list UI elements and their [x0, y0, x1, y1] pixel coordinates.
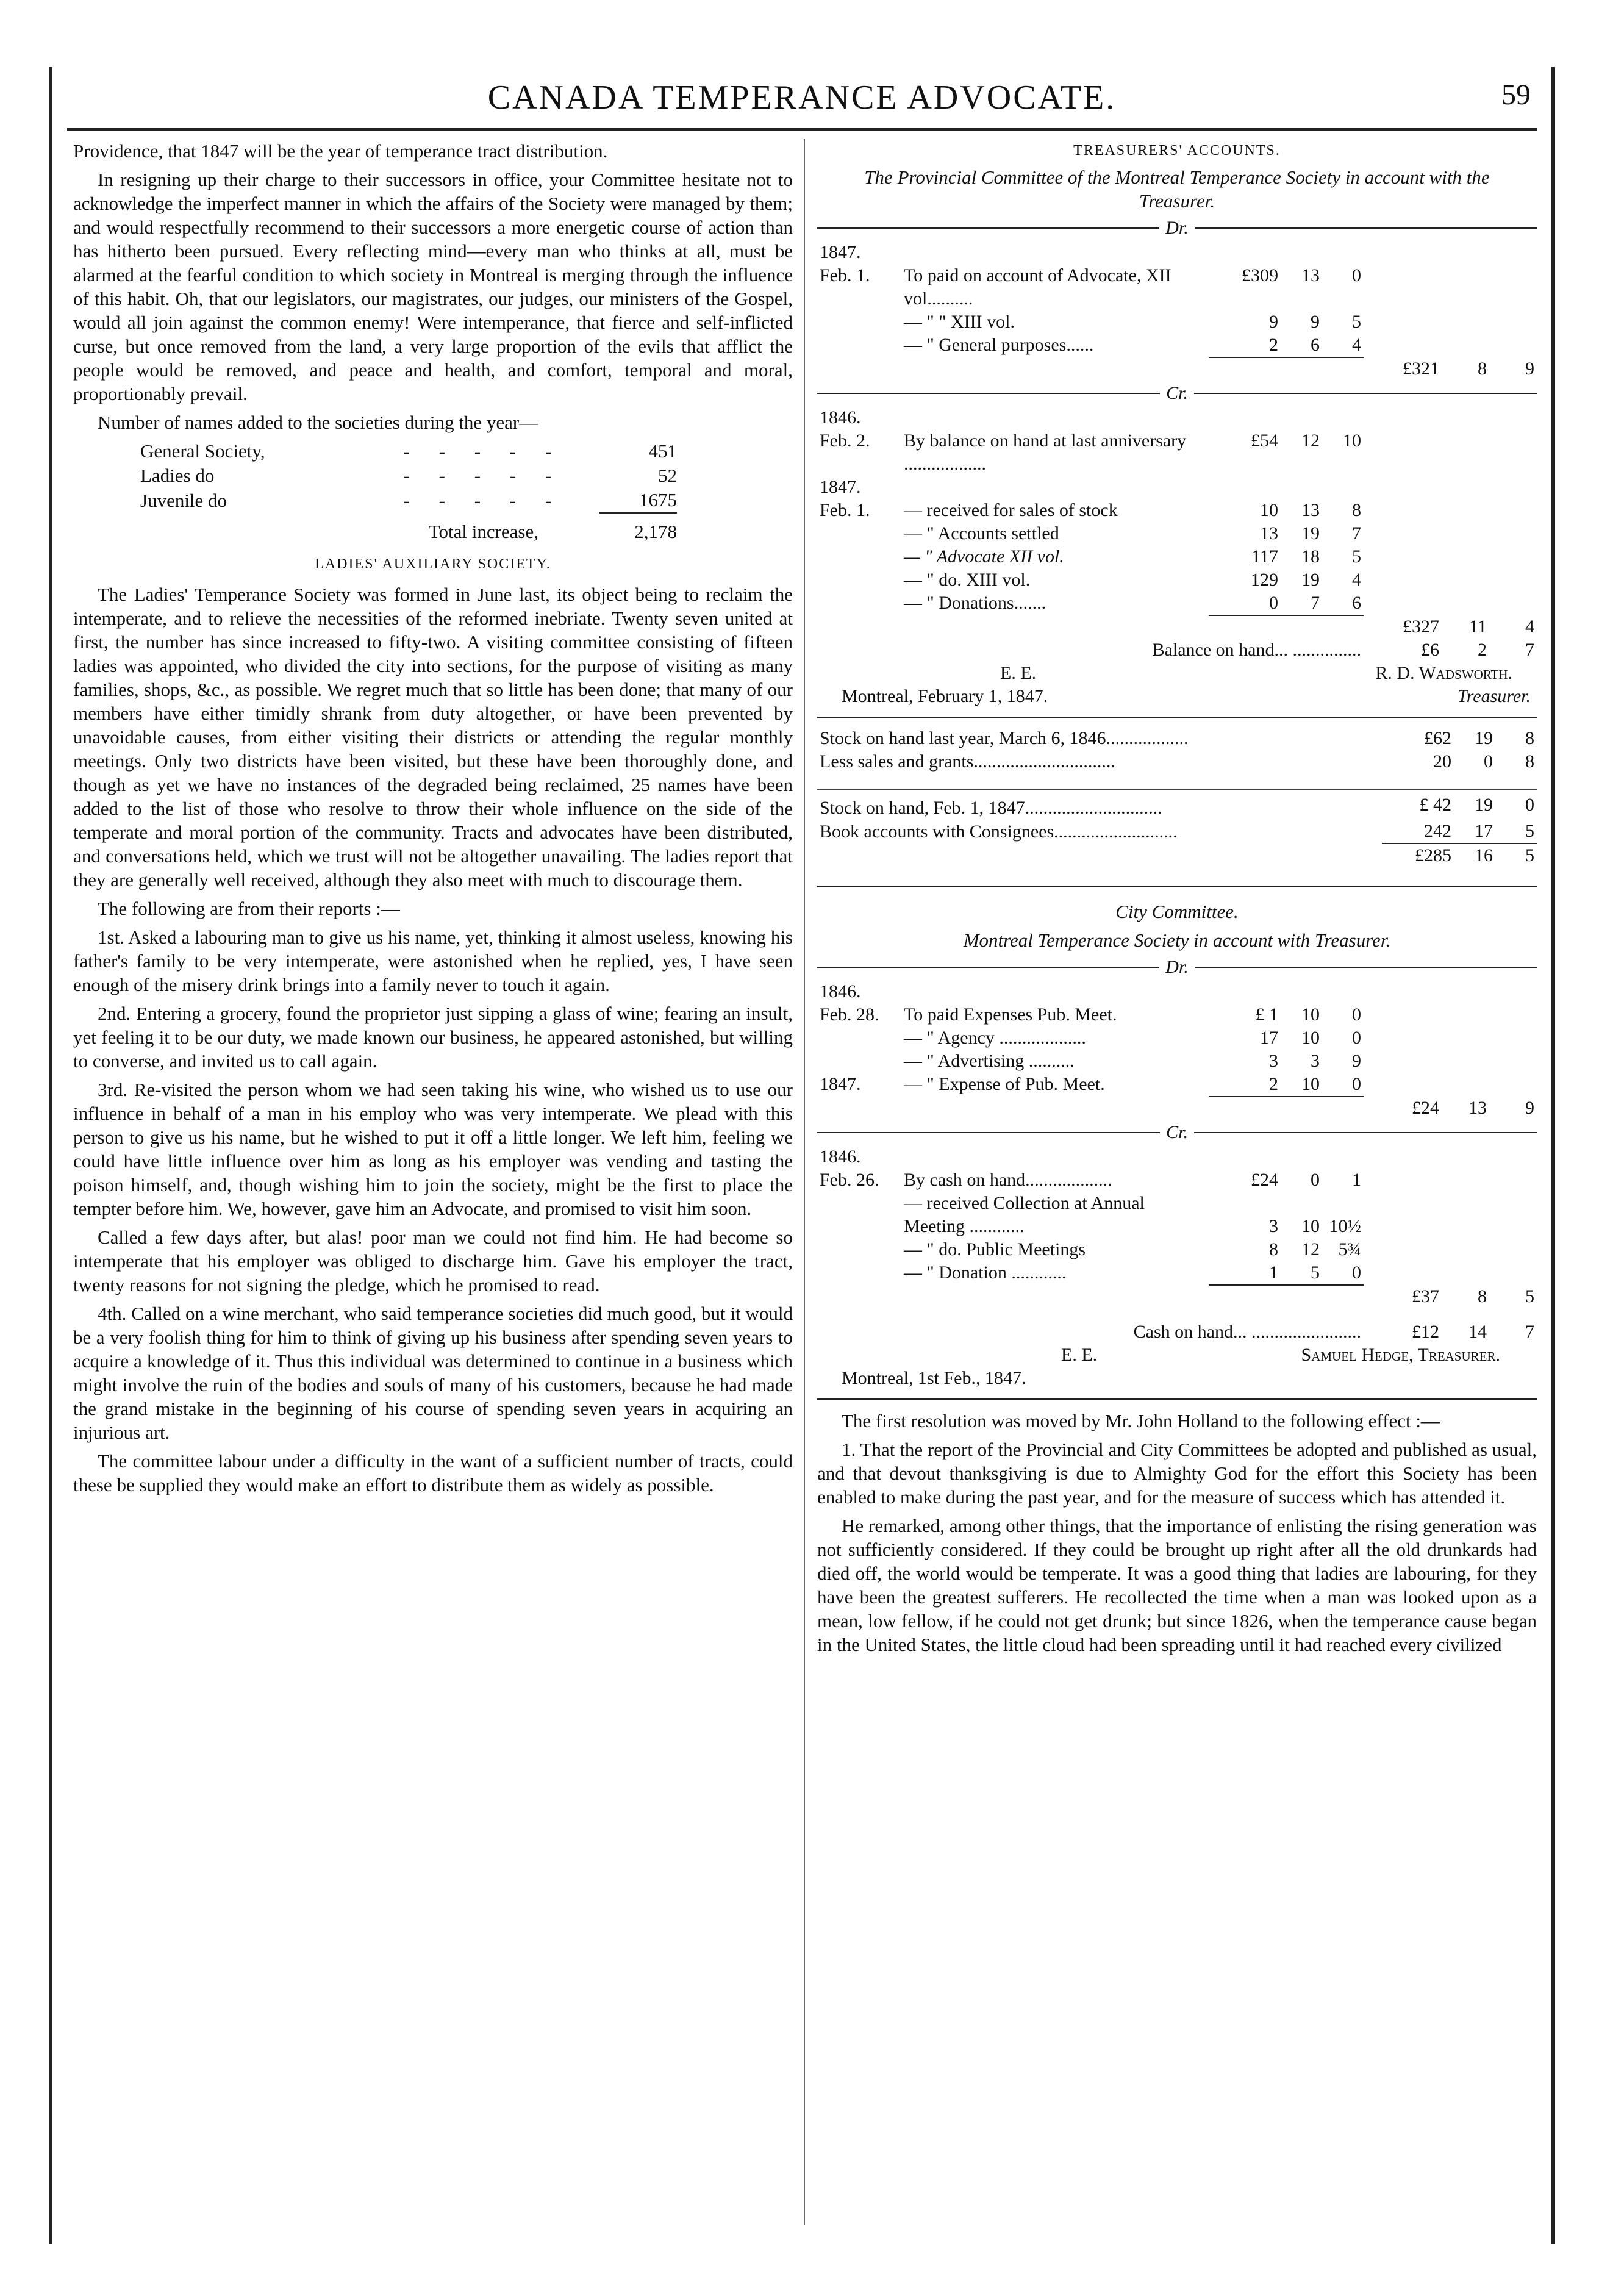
dr-heading: Dr.	[817, 957, 1537, 978]
table-row: Feb. 26. By cash on hand................... £24 0 1	[820, 1170, 1361, 1190]
stats-label: General Society,	[140, 440, 265, 462]
paragraph: 2nd. Entering a grocery, found the proprietor just sipping a glass of wine; fearing an insult, yet feeling it to be our duty, we made known our business, he appeared astonished, but willing to converse, and invited us to call again.	[73, 1003, 793, 1072]
stats-table	[140, 439, 677, 544]
table-row: — " Donation ............ 1 5 0	[904, 1262, 1361, 1283]
total-row: £37 8 5	[817, 1285, 1537, 1308]
stock-table	[817, 727, 1537, 867]
table-row: 1847. — " Expense of Pub. Meet. 2 10 0	[820, 1074, 1361, 1094]
section-heading: LADIES' AUXILIARY SOCIETY.	[315, 556, 551, 572]
stats-row: Ladies do - - - - - 52	[140, 464, 677, 488]
cr-heading: Cr.	[817, 383, 1537, 404]
section-heading: TREASURERS' ACCOUNTS.	[1073, 143, 1281, 159]
city-credit-table: 1846. Feb. 26. By cash on hand................... £24 0 1 — received Collection at Annual Meeting ............ 3 10 10½ — " do. Public Meetings 8 12 5¾ — " Donation ............ 1 5 0 £37 8 5 Cash on hand... ........................ £12 14 7	[817, 1145, 1537, 1344]
table-row: — " Agency ................... 17 10 0	[904, 1028, 1361, 1048]
account-title: The Provincial Committee of the Montreal Temperance Society in account with the Treasurer.	[864, 167, 1490, 212]
table-row: Stock on hand last year, March 6, 1846.................. £62 19 8	[820, 728, 1534, 748]
account-subtitle: Montreal Temperance Society in account with Treasurer.	[963, 929, 1391, 951]
paragraph: Providence, that 1847 will be the year of temperance tract distribution.	[73, 140, 608, 162]
left-border	[49, 67, 52, 2244]
stats-row: Juvenile do - - - - - 1675	[140, 488, 677, 513]
table-row: Feb. 2. By balance on hand at last anniversary .................. £54 12 10	[820, 431, 1361, 474]
prov-credit-table: 1846. Feb. 2. By balance on hand at last anniversary .................. £54 12 10 1847. Feb. 1. — received for sales of stock 10 13 8 — " Accounts settled 13 19 7 — " Advocate XII vol. 117 18 5 — " do. XIII vol. 129 19 4 — " Donations....... 0 7 6 £327 11 4 Balance on hand... ............... £6 2 7	[817, 406, 1537, 662]
paragraph: The first resolution was moved by Mr. John Holland to the following effect :—	[842, 1410, 1440, 1431]
table-row: Feb. 28. To paid Expenses Pub. Meet. £ 1 10 0	[820, 1005, 1361, 1025]
table-row: Feb. 1. To paid on account of Advocate, XII vol.......... £309 13 0	[820, 265, 1361, 309]
stats-label: Juvenile do	[140, 489, 227, 511]
signature-line: Montreal, February 1, 1847. Treasurer.	[842, 686, 1531, 706]
signature-line: E. E. Samuel Hedge, Treasurer.	[1061, 1345, 1500, 1365]
paragraph: In resigning up their charge to their successors in office, your Committee hesitate not to acknowledge the imperfect manner in which the affairs of the Society were managed by them; and would respectfully recommend to their successors a more energetic course of action than has hitherto been pursued. Every reflecting mind—every man who thinks at all, must be alarmed at the fearful condition to which society in Montreal is merging through the influence of this habit. Oh, that our legislators, our magistrates, our judges, our ministers of the Gospel, would all join against the common enemy! Were intemperance, that fierce and self-inflicted curse, but once removed from the land, a very large proportion of the evils that afflict the people would be removed, and peace and health, and comfort, temporal and moral, proportionably prevail.	[73, 169, 793, 404]
paragraph: The following are from their reports :—	[98, 898, 400, 919]
city-debit-table: 1846. Feb. 28. To paid Expenses Pub. Meet. £ 1 10 0 — " Agency ................... 17 10 0 — " Advertising .......... 3 3 9 1847. — " Expense of Pub. Meet. 2 10 0 £24 13 9	[817, 980, 1537, 1120]
table-row: — " Advocate XII vol. 117 18 5	[904, 546, 1361, 567]
stats-label: Ladies do	[140, 465, 215, 486]
paragraph: The Ladies' Temperance Society was formed in June last, its object being to reclaim the intemperate, and to relieve the necessities of the reformed inebriate. Twenty seven united at first, the number has since increased to fifty-two. A visiting committee consisting of fifteen ladies was appointed, who divided the city into sections, for the purpose of visiting as many families, shops, &c., as possible. We regret much that so little has been done; that many of our members have either timidly shrank from duty altogether, or have been prevented by unavoidable causes, from either visiting their districts or attending the regular monthly meetings. Only two districts have been visited, but these have been thoroughly done, and though as yet we have no instances of the degraded being reclaimed, 25 names have been added to the list of those who resolve to throw their whole influence on the side of the temperate and moral portion of the community. Tracts and advocates have been distributed, and conversations held, which we trust will not be altogether unavailing. The ladies report that they are generally well received, although they also meet with much to discourage them.	[73, 584, 793, 890]
prov-debit-table: 1847. Feb. 1. To paid on account of Advocate, XII vol.......... £309 13 0 — " " XIII vol. 9 9 5 — " General purposes...... 2 6 4 £321 8 9	[817, 241, 1537, 381]
publication-title: CANADA TEMPERANCE ADVOCATE.	[487, 79, 1117, 116]
stats-value: 451	[648, 440, 677, 462]
paragraph: 1st. Asked a labouring man to give us his name, yet, thinking it almost useless, knowing his father's family to be very intemperate, were astonished when he replied, yes, I have seen enough of the misery drink brings into a family never to touch it again.	[73, 926, 793, 995]
table-row: — " Donations....... 0 7 6	[904, 593, 1361, 613]
newspaper-page	[49, 67, 1555, 2244]
stats-total-label: Total increase,	[428, 520, 538, 542]
table-row: Less sales and grants............................... 20 0 8	[820, 751, 1534, 772]
cr-heading: Cr.	[817, 1122, 1537, 1143]
page-number: 59	[1501, 79, 1531, 111]
dr-heading: Dr.	[817, 218, 1537, 238]
table-row: — " Accounts settled 13 19 7	[904, 523, 1361, 543]
left-column	[73, 139, 793, 1502]
column-divider	[804, 139, 805, 2225]
total-row: £24 13 9	[817, 1097, 1537, 1120]
total-row: £285 16 5	[817, 843, 1537, 867]
right-border	[1551, 67, 1555, 2244]
account-title: City Committee.	[1115, 901, 1239, 922]
paragraph: 1. That the report of the Provincial and City Committees be adopted and published as usual, and that devout thanksgiving is due to Almighty God for the effort this Society has been enabled to make during the past year, and for the measure of success which has attended it.	[817, 1439, 1537, 1508]
table-row: — received Collection at Annual Meeting ............ 3 10 10½	[904, 1193, 1361, 1236]
stats-total-value: 2,178	[634, 521, 677, 542]
table-row: — " " XIII vol. 9 9 5	[904, 312, 1361, 332]
total-row: £327 11 4	[817, 615, 1537, 639]
total-row: £321 8 9	[817, 357, 1537, 381]
stats-value: 1675	[599, 488, 677, 513]
paragraph: 3rd. Re-visited the person whom we had seen taking his wine, who wished us to use our influence in behalf of a man in his employ who was very intemperate. We plead with this person to give us his name, but he wished to put it off a little longer. We left him, feeling we could have little influence over him as long as his employer was vending and tasting the poison himself, and, though wishing him to join the society, might be the first to place the tempter before him. We, however, gave him an Advocate, and promised to visit him soon.	[73, 1079, 793, 1219]
table-row: Book accounts with Consignees........................... 242 17 5	[820, 821, 1534, 842]
right-column	[817, 139, 1537, 1661]
paragraph: He remarked, among other things, that the importance of enlisting the rising generation was not sufficiently considered. If they could be brought up right after all the old drunkards had died off, the world would be temperate. It was a good thing that ladies are labouring, for they have been the greatest sufferers. He recollected the time when a man was looked upon as a mean, low fellow, if he could not get drunk; but since 1826, when the temperance cause began in the United States, the little cloud had been spreading until it had reached every civilized	[817, 1515, 1537, 1655]
paragraph: The committee labour under a difficulty in the want of a sufficient number of tracts, could these be supplied they would make an effort to distribute them as widely as possible.	[73, 1450, 793, 1495]
paragraph: Called a few days after, but alas! poor man we could not find him. He had become so intemperate that his employer was obliged to discharge him. Gave his employer the tract, twenty reasons for not signing the pledge, which he promised to read.	[73, 1227, 793, 1295]
signature-line: E. E. R. D. Wadsworth.	[1000, 663, 1512, 683]
masthead	[67, 67, 1537, 131]
balance-row: Balance on hand... ............... £6 2 7	[1152, 640, 1534, 660]
stats-value: 52	[658, 465, 677, 486]
table-row: Stock on hand, Feb. 1, 1847.............................. £ 42 19 0	[820, 795, 1534, 818]
stats-row: General Society, - - - - - 451	[140, 439, 677, 464]
stats-intro: Number of names added to the societies during the year—	[98, 412, 538, 433]
table-row: — " do. XIII vol. 129 19 4	[904, 570, 1361, 590]
stats-total-row	[140, 513, 677, 544]
signature-line: Montreal, 1st Feb., 1847.	[842, 1368, 1026, 1388]
table-row: — " do. Public Meetings 8 12 5¾	[904, 1239, 1361, 1259]
paragraph: 4th. Called on a wine merchant, who said temperance societies did much good, but it would be a very foolish thing for him to think of giving up his business after spending seven years to acquire a knowledge of it. Thus this individual was determined to continue in a business which might involve the ruin of the bodies and souls of many of his customers, because he had made the grand mistake in the beginning of his course of spending seven years in acquiring an injurious art.	[73, 1303, 793, 1443]
table-row: Feb. 1. — received for sales of stock 10 13 8	[820, 500, 1361, 520]
table-row: — " Advertising .......... 3 3 9	[904, 1051, 1361, 1071]
table-row: — " General purposes...... 2 6 4	[904, 335, 1361, 355]
balance-row: Cash on hand... ........................ £12 14 7	[1133, 1322, 1534, 1342]
